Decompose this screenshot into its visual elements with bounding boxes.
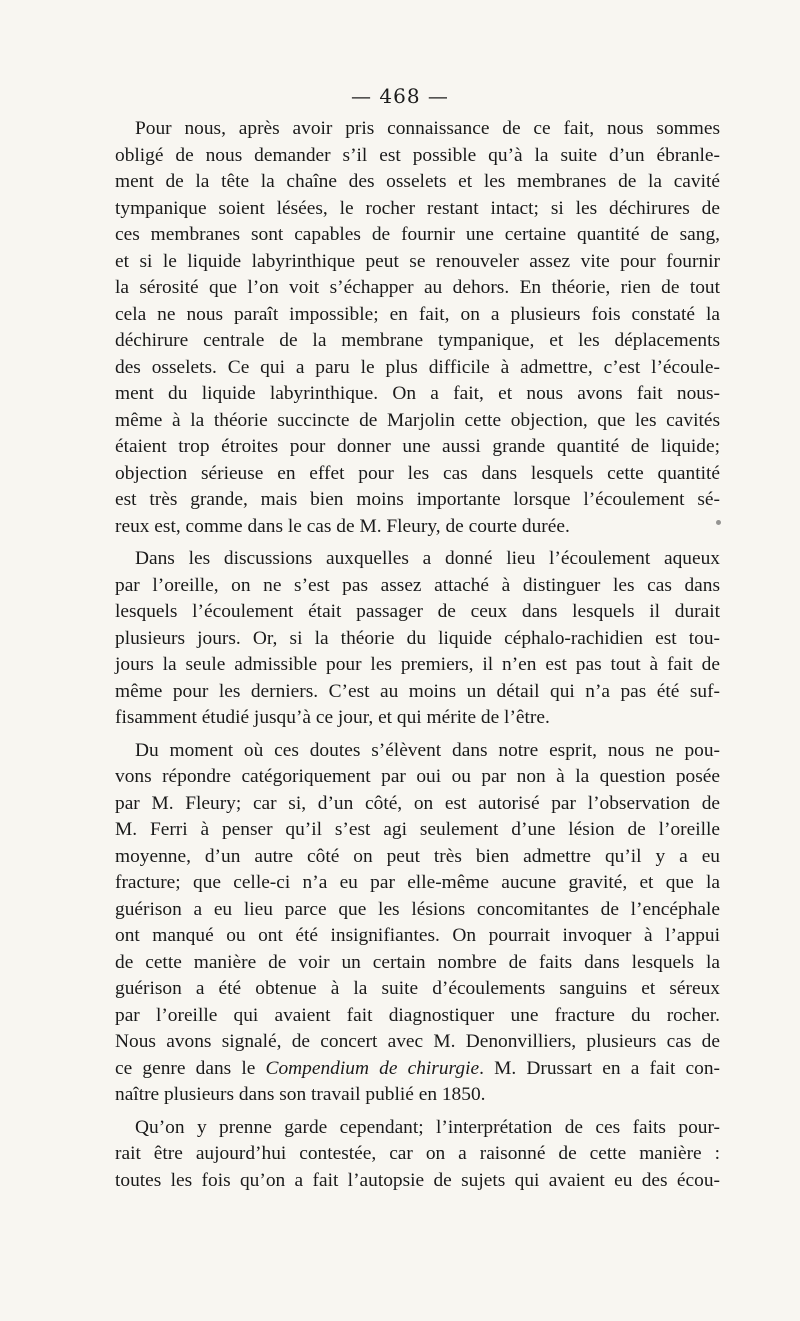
text-line: la sérosité que l’on voit s’échapper au dehors. En théorie, rien de tout xyxy=(115,277,720,298)
body-text xyxy=(115,116,720,1194)
text-line: M. Ferri à penser qu’il s’est agi seulement d’une lésion de l’oreille xyxy=(115,819,720,840)
text-line: par M. Fleury; car si, d’un côté, on est autorisé par l’observation de xyxy=(115,792,720,814)
text-line: de cette manière de voir un certain nombre de faits dans lesquels la xyxy=(115,951,720,973)
text-line: et si le liquide labyrinthique peut se renouveler assez vite pour fournir xyxy=(115,250,720,272)
text-line: des osselets. Ce qui a paru le plus difficile à admettre, c’est l’écoule- xyxy=(115,356,720,378)
text-line: même pour les derniers. C’est au moins un détail qui n’a pas été suf- xyxy=(115,680,720,702)
text-line: ment de la tête la chaîne des osselets et les membranes de la cavité xyxy=(115,171,720,192)
ink-speck xyxy=(716,520,721,525)
text-line: ces membranes sont capables de fournir une certaine quantité de sang, xyxy=(115,224,720,245)
text-line: rait être aujourd’hui contestée, car on a raisonné de cette manière : xyxy=(115,1143,720,1164)
paragraph-4 xyxy=(115,1115,720,1195)
text-line: même à la théorie succincte de Marjolin cette objection, que les cavités xyxy=(115,409,720,431)
page-number: — 468 — xyxy=(351,84,449,108)
text-line: guérison a été obtenue à la suite d’écoulements sanguins et séreux xyxy=(115,978,720,999)
text-line: par l’oreille, on ne s’est pas assez attaché à distinguer les cas dans xyxy=(115,574,720,596)
text-line: naître plusieurs dans son travail publié en 1850. xyxy=(115,1084,486,1105)
text-line: ment du liquide labyrinthique. On a fait, et nous avons fait nous- xyxy=(115,383,720,404)
text-line: reux est, comme dans le cas de M. Fleury, de courte durée. xyxy=(115,515,570,537)
text-line: guérison a eu lieu parce que les lésions concomitantes de l’encéphale xyxy=(115,898,720,920)
text-line: objection sérieuse en effet pour les cas dans lesquels cette quantité xyxy=(115,462,720,484)
text-line: fisamment étudié jusqu’à ce jour, et qui mérite de l’être. xyxy=(115,707,550,728)
paragraph-2 xyxy=(115,546,720,732)
text-line: fracture; que celle-ci n’a eu par elle-même aucune gravité, et que la xyxy=(115,872,720,893)
text-line: Du moment où ces doutes s’élèvent dans notre esprit, nous ne pou- xyxy=(135,739,720,761)
text-line: obligé de nous demander s’il est possible qu’à la suite d’un ébranle- xyxy=(115,144,720,166)
text-line: Pour nous, après avoir pris connaissance de ce fait, nous sommes xyxy=(135,118,720,139)
text-line: Nous avons signalé, de concert avec M. Denonvilliers, plusieurs cas de xyxy=(115,1031,720,1052)
text-line: ont manqué ou ont été insignifiantes. On pourrait invoquer à l’appui xyxy=(115,925,720,946)
text-line: Dans les discussions auxquelles a donné lieu l’écoulement aqueux xyxy=(135,548,720,569)
text-line: vons répondre catégoriquement par oui ou par non à la question posée xyxy=(115,766,720,787)
text-line: cela ne nous paraît impossible; en fait, on a plusieurs fois constaté la xyxy=(115,303,720,325)
text-line: moyenne, d’un autre côté on peut très bien admettre qu’il y a eu xyxy=(115,845,720,867)
text-line: est très grande, mais bien moins importante lorsque l’écoulement sé- xyxy=(115,489,720,510)
italic-book-title: Compendium de chirurgie xyxy=(265,1057,480,1079)
text-line: jours la seule admissible pour les premiers, il n’en est pas tout à fait de xyxy=(115,654,720,675)
paragraph-1 xyxy=(115,116,720,540)
text-line: par l’oreille qui avaient fait diagnostiquer une fracture du rocher. xyxy=(115,1004,720,1026)
text-line: Qu’on y prenne garde cependant; l’interprétation de ces faits pour- xyxy=(135,1116,720,1138)
text-line: étaient trop étroites pour donner une aussi grande quantité de liquide; xyxy=(115,436,720,457)
text-line-with-italic: ce genre dans le Compendium de chirurgie. M. Drussart en a fait con- xyxy=(115,1057,721,1079)
text-line: plusieurs jours. Or, si la théorie du liquide céphalo-rachidien est tou- xyxy=(115,627,720,649)
text-line: déchirure centrale de la membrane tympanique, et les déplacements xyxy=(115,330,720,351)
paragraph-3 xyxy=(115,738,720,1109)
text-line: tympanique soient lésées, le rocher restant intact; si les déchirures de xyxy=(115,197,720,219)
text-line: toutes les fois qu’on a fait l’autopsie de sujets qui avaient eu des écou- xyxy=(115,1169,720,1191)
text-line: lesquels l’écoulement était passager de ceux dans lesquels il durait xyxy=(115,601,720,622)
